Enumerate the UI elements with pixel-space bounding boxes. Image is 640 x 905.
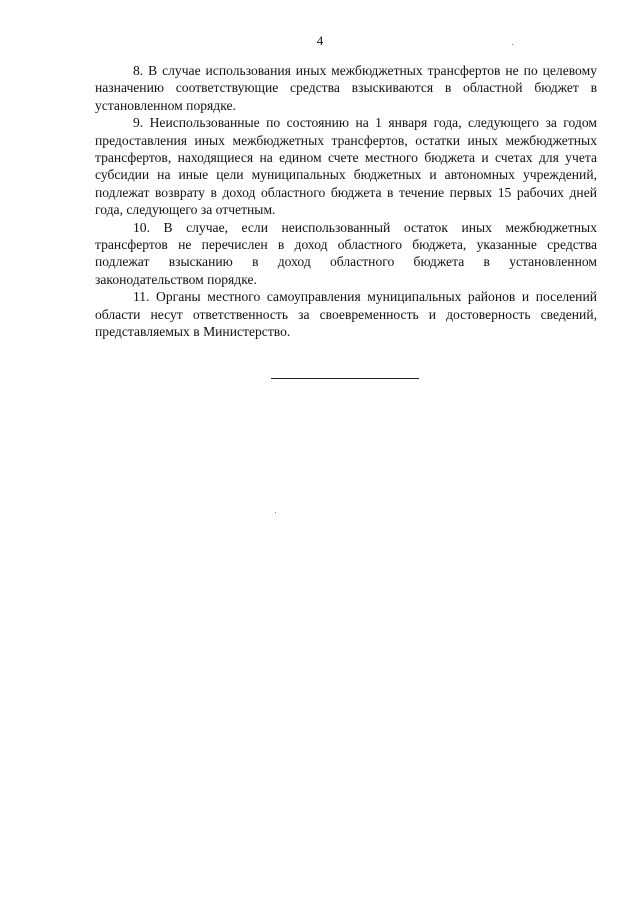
- scan-speck: [512, 44, 513, 45]
- paragraph-8: 8. В случае использования иных межбюджетных трансфертов не по целевому назначению соответствующие средства взыскиваются в областной бюджет в установленном порядке.: [95, 63, 597, 113]
- paragraph-9: 9. Неиспользованные по состоянию на 1 января года, следующего за годом предоставления иных межбюджетных трансфертов, остатки иных межбюджетных трансфертов, находящиеся на едином счете местного бюджета и счетах для учета субсидии на иные цели муниципальных бюджетных и автономных учреждений, подлежат возврату в доход областного бюджета в течение первых 15 рабочих дней года, следующего за отчетным.: [95, 115, 597, 218]
- page-number: 4: [316, 33, 324, 48]
- paragraph-11: 11. Органы местного самоуправления муниципальных районов и поселений области несут ответственность за своевременность и достоверность сведений, представляемых в Министерство.: [95, 289, 597, 340]
- paragraph-10: 10. В случае, если неиспользованный остаток иных межбюджетных трансфертов не перечислен в доход областного бюджета, указанные средства подлежат взысканию в доход областного бюджета в установленном законодательством порядке.: [95, 219, 597, 287]
- closing-divider: [271, 378, 419, 379]
- document-body: [95, 62, 597, 341]
- scan-speck: [275, 512, 276, 513]
